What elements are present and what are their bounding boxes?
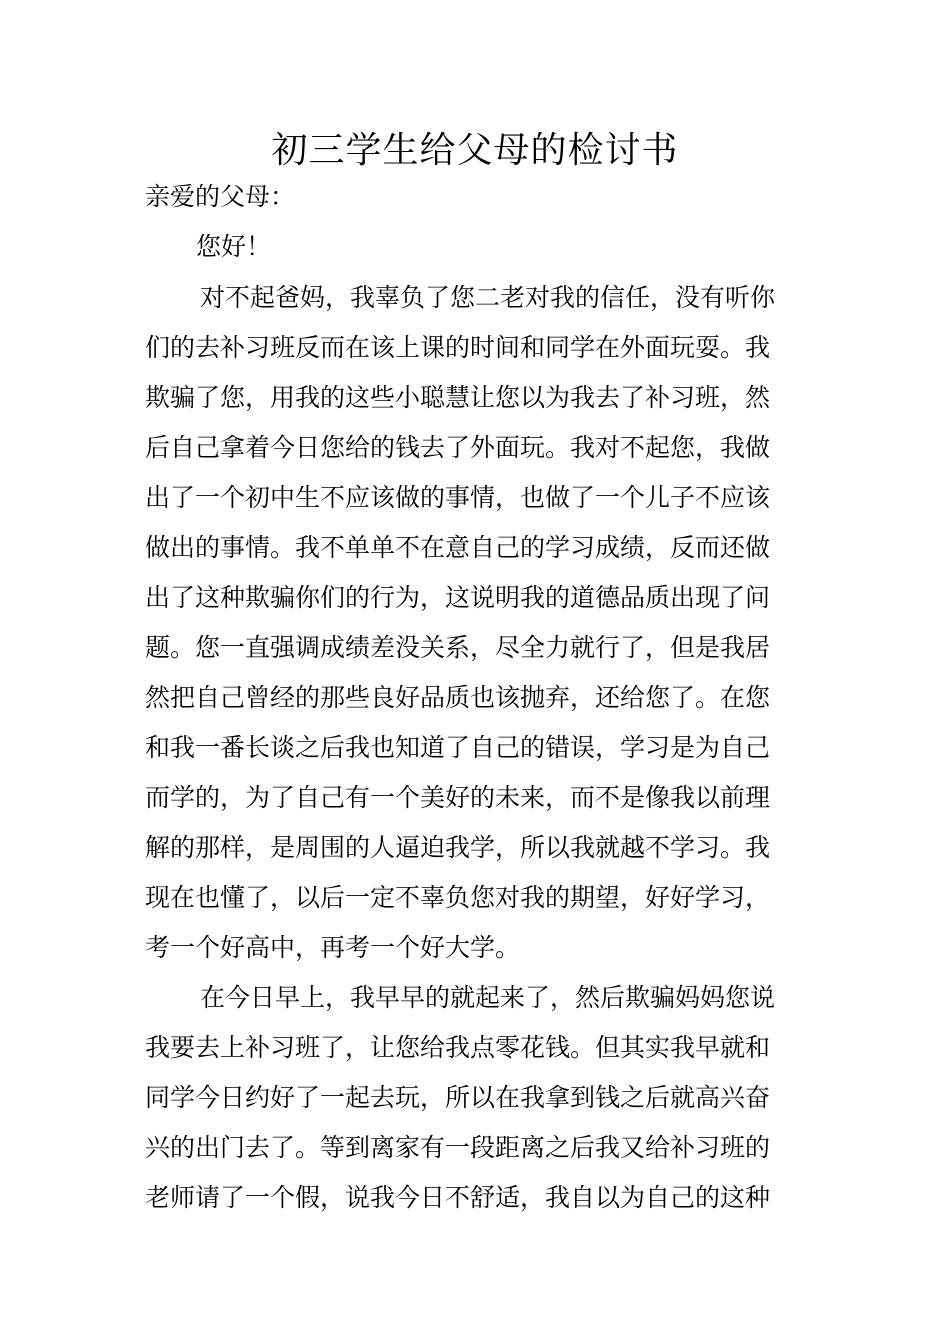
paragraph-line: 我要去上补习班了，让您给我点零花钱。但其实我早就和 [145, 1033, 771, 1062]
paragraph-line: 兴的出门去了。等到离家有一段距离之后我又给补习班的 [145, 1133, 771, 1162]
greeting: 您好！ [196, 232, 272, 261]
paragraph-line: 老师请了一个假，说我今日不舒适，我自以为自己的这种 [145, 1183, 771, 1212]
paragraph-line: 后自己拿着今日您给的钱去了外面玩。我对不起您，我做 [145, 433, 771, 462]
paragraph-line: 现在也懂了，以后一定不辜负您对我的期望，好好学习， [145, 883, 771, 912]
paragraph-line: 做出的事情。我不单单不在意自己的学习成绩，反而还做 [145, 533, 771, 562]
paragraph-line: 欺骗了您，用我的这些小聪慧让您以为我去了补习班，然 [145, 383, 771, 412]
document-title: 初三学生给父母的检讨书 [271, 130, 679, 171]
paragraph-line: 出了这种欺骗你们的行为，这说明我的道德品质出现了问 [145, 583, 771, 612]
salutation: 亲爱的父母： [145, 182, 296, 211]
paragraph-line: 和我一番长谈之后我也知道了自己的错误，学习是为自己 [145, 733, 771, 762]
paragraph-line: 出了一个初中生不应该做的事情，也做了一个儿子不应该 [145, 483, 771, 512]
paragraph-line: 然把自己曾经的那些良好品质也该抛弃，还给您了。在您 [145, 683, 771, 712]
paragraph-line: 在今日早上，我早早的就起来了，然后欺骗妈妈您说 [200, 983, 776, 1012]
paragraph-line: 题。您一直强调成绩差没关系，尽全力就行了，但是我居 [145, 633, 771, 662]
paragraph-line: 对不起爸妈，我辜负了您二老对我的信任，没有听你 [200, 283, 776, 312]
paragraph-line: 们的去补习班反而在该上课的时间和同学在外面玩耍。我 [145, 333, 771, 362]
paragraph-line: 考一个好高中，再考一个好大学。 [145, 933, 521, 962]
paragraph-line: 同学今日约好了一起去玩，所以在我拿到钱之后就高兴奋 [145, 1083, 771, 1112]
paragraph-line: 而学的，为了自己有一个美好的未来，而不是像我以前理 [145, 783, 771, 812]
paragraph-line: 解的那样，是周围的人逼迫我学，所以我就越不学习。我 [145, 833, 771, 862]
